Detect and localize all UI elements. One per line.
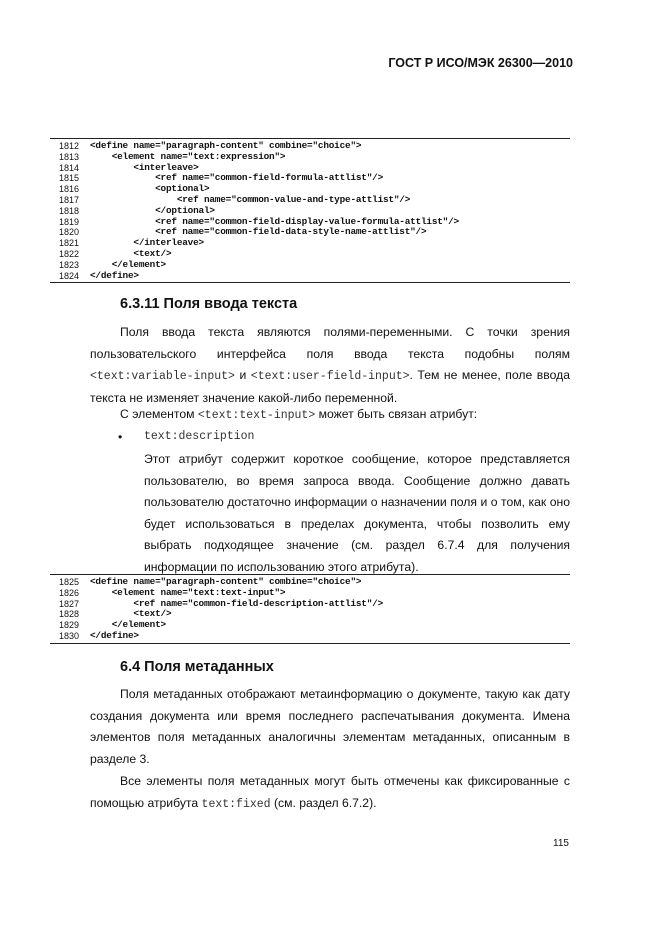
paragraph-attribute-intro bbox=[120, 404, 570, 427]
bullet-icon: • bbox=[118, 430, 123, 444]
code-line bbox=[50, 271, 570, 282]
line-number: 1813 bbox=[58, 151, 79, 162]
paragraph-text: может быть связан атрибут: bbox=[315, 407, 478, 421]
line-number: 1816 bbox=[58, 184, 79, 195]
code-text: <ref name="common-field-data-style-name-attlist"/> bbox=[90, 226, 427, 238]
attribute-name: text:description bbox=[144, 430, 255, 443]
code-text: <ref name="common-value-and-type-attlist"/> bbox=[90, 193, 411, 205]
code-variable-input: <text:variable-input> bbox=[90, 370, 235, 384]
line-number: 1817 bbox=[58, 194, 79, 205]
paragraph-text: и bbox=[234, 368, 251, 383]
code-bottom-rule bbox=[50, 282, 570, 283]
paragraph-text: Все элементы поля метаданных могут быть отмечены как фиксированные с помощью атрибута bbox=[90, 774, 570, 810]
line-number: 1815 bbox=[58, 173, 79, 184]
line-number: 1828 bbox=[58, 609, 79, 620]
code-text: <text/> bbox=[90, 247, 172, 259]
code-text-fixed: text:fixed bbox=[201, 797, 271, 811]
paragraph-text: (см. раздел 6.7.2). bbox=[270, 795, 377, 810]
line-number: 1826 bbox=[58, 587, 79, 598]
code-listing-2 bbox=[50, 574, 570, 644]
code-bottom-rule bbox=[50, 643, 570, 644]
code-line bbox=[50, 260, 570, 271]
code-text: <ref name="common-field-display-value-formula-attlist"/> bbox=[90, 215, 459, 227]
paragraph-text: Поля ввода текста являются полями-переменными. С точки зрения пользовательского интерфейса поля ввода текста подобны полям bbox=[90, 325, 570, 361]
line-number: 1823 bbox=[58, 259, 79, 270]
code-text-input: <text:text-input> bbox=[197, 409, 316, 422]
code-lines bbox=[50, 575, 570, 642]
code-line bbox=[50, 588, 570, 599]
code-line bbox=[50, 206, 570, 217]
attribute-description: Этот атрибут содержит короткое сообщение, которое представляется пользователю, во время запроса ввода. Сообщение должно давать пользователю достаточно информации о назначении поля и о том, как оно будет использоваться в пределах документа, чтобы позволить ему выбрать подходящее значение (см. раздел 6.7.4 для получения информации по использованию этого атрибута). bbox=[144, 452, 570, 574]
page-number: 115 bbox=[553, 838, 569, 849]
code-text: </optional> bbox=[90, 204, 215, 216]
line-number: 1824 bbox=[58, 270, 79, 281]
code-line bbox=[50, 152, 570, 163]
line-number: 1812 bbox=[58, 141, 79, 151]
line-number: 1820 bbox=[58, 227, 79, 238]
paragraph-metadata-fields: Поля метаданных отображают метаинформацию о документе, такую как дату создания документа или время последнего распечатывания документа. Имена элементов поля метаданных аналогичны элементам метаданных, описанным в разделе 3. bbox=[90, 687, 570, 767]
paragraph-fixed-attribute bbox=[90, 771, 570, 815]
code-text: <define name="paragraph-content" combine="choice"> bbox=[90, 576, 362, 587]
code-text: <element name="text:text-input"> bbox=[90, 586, 286, 598]
paragraph-text-input-fields bbox=[90, 322, 570, 410]
line-number: 1827 bbox=[58, 598, 79, 609]
code-text: <ref name="common-field-description-attlist"/> bbox=[90, 597, 383, 609]
code-text: <ref name="common-field-formula-attlist"/> bbox=[90, 172, 383, 184]
line-number: 1821 bbox=[58, 238, 79, 249]
line-number: 1825 bbox=[58, 577, 79, 587]
code-text: <optional> bbox=[90, 183, 210, 195]
paragraph-text: . Тем не менее, поле ввода текста не изменяет значение какой-либо переменной. bbox=[90, 368, 570, 406]
line-number: 1819 bbox=[58, 216, 79, 227]
code-text: <text/> bbox=[90, 608, 172, 620]
code-text: </interleave> bbox=[90, 237, 204, 249]
code-lines bbox=[50, 139, 570, 281]
code-text: <define name="paragraph-content" combine="choice"> bbox=[90, 140, 362, 151]
section-heading-6-4: 6.4 Поля метаданных bbox=[120, 659, 274, 675]
code-text: </element> bbox=[90, 258, 166, 270]
code-text: </define> bbox=[90, 629, 139, 641]
document-standard-header: ГОСТ Р ИСО/МЭК 26300—2010 bbox=[388, 56, 573, 70]
code-line bbox=[50, 631, 570, 642]
line-number: 1822 bbox=[58, 248, 79, 259]
line-number: 1829 bbox=[58, 620, 79, 631]
code-text: <element name="text:expression"> bbox=[90, 150, 286, 162]
code-user-field-input: <text:user-field-input> bbox=[250, 370, 410, 384]
paragraph-text: С элементом bbox=[120, 407, 198, 421]
code-text: </define> bbox=[90, 269, 139, 281]
code-text: </element> bbox=[90, 619, 166, 631]
section-heading-6-3-11: 6.3.11 Поля ввода текста bbox=[120, 296, 298, 312]
line-number: 1830 bbox=[58, 630, 79, 641]
code-listing-1 bbox=[50, 138, 570, 283]
line-number: 1814 bbox=[58, 162, 79, 173]
code-text: <interleave> bbox=[90, 161, 199, 173]
line-number: 1818 bbox=[58, 205, 79, 216]
